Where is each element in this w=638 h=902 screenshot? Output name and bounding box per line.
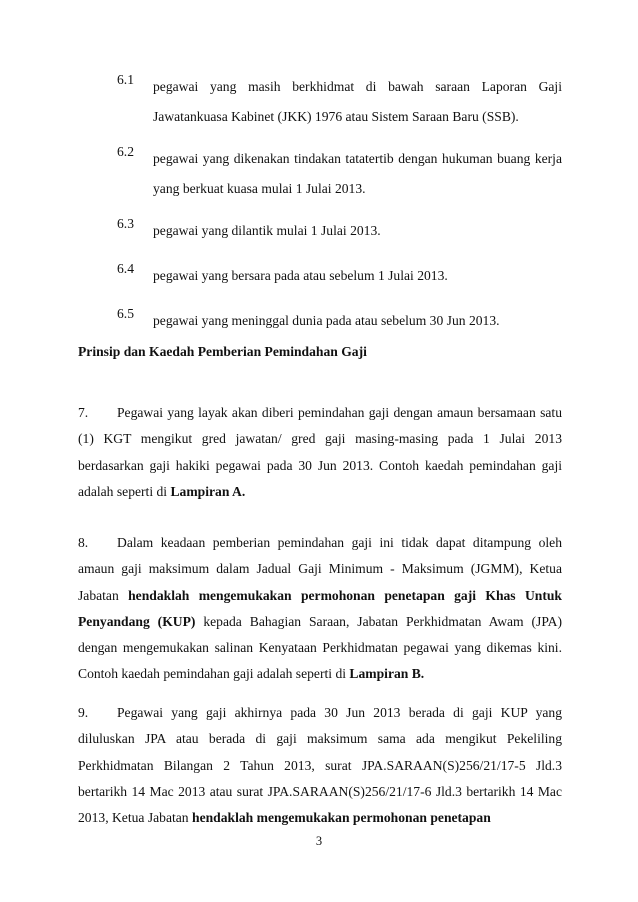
paragraph-text: Pegawai yang gaji akhirnya pada 30 Jun 2013 berada di gaji KUP yang diluluskan JPA atau berada di gaji maksimum sama ada mengikut Pekeliling Perkhidmatan Bilangan 2 Tahun 2013, surat JPA.SARAAN(S)256/21/17-5 Jld.3 bertarikh 14 Mac 2013 atau surat JPA.SARAAN(S)256/21/17-6 Jld.3 bertarikh 14 Mac 2013, Ketua Jabatan: [78, 705, 562, 826]
item-text: pegawai yang bersara pada atau sebelum 1 Julai 2013.: [153, 268, 448, 283]
list-item-6-4: [117, 261, 562, 291]
bold-instruction: hendaklah mengemukakan permohonan penetapan: [192, 810, 491, 826]
list-item-6-1: [117, 72, 562, 132]
paragraph-text-continued: kepada Bahagian Saraan, Jabatan Perkhidmatan Awam (JPA) dengan mengemukakan salinan Kenyataan Perkhidmatan pegawai yang dikemas kini. Contoh kaedah pemindahan gaji adalah seperti di: [78, 613, 562, 682]
item-number: 6.2: [117, 144, 134, 159]
item-number: 6.3: [117, 216, 134, 231]
item-text: pegawai yang masih berkhidmat di bawah saraan Laporan Gaji Jawatankuasa Kabinet (JKK) 1976 atau Sistem Saraan Baru (SSB).: [153, 79, 562, 124]
item-number: 6.4: [117, 261, 134, 276]
paragraph-number: 8.: [78, 535, 89, 550]
item-text: pegawai yang dikenakan tindakan tatatertib dengan hukuman buang kerja yang berkuat kuasa mulai 1 Julai 2013.: [153, 151, 562, 196]
list-item-6-5: [117, 306, 562, 336]
paragraph-8: [78, 530, 562, 688]
section-heading: Prinsip dan Kaedah Pemberian Pemindahan Gaji: [78, 344, 367, 359]
bold-instruction: hendaklah mengemukakan permohonan penetapan gaji Khas Untuk Penyandang (KUP): [78, 587, 562, 629]
paragraph-number: 9.: [78, 705, 89, 720]
item-number: 6.5: [117, 306, 134, 321]
paragraph-text: Pegawai yang layak akan diberi pemindahan gaji dengan amaun bersamaan satu (1) KGT mengikut gred jawatan/ gred gaji masing-masing pada 1 Julai 2013 berdasarkan gaji hakiki pegawai pada 30 Jun 2013. Contoh kaedah pemindahan gaji adalah seperti di: [78, 405, 562, 499]
list-item-6-3: [117, 216, 562, 246]
page-number: 3: [315, 834, 323, 848]
item-number: 6.1: [117, 72, 134, 87]
appendix-reference: Lampiran B.: [349, 666, 425, 682]
paragraph-text: Dalam keadaan pemberian pemindahan gaji ini tidak dapat ditampung oleh amaun gaji maksimum dalam Jadual Gaji Minimum - Maksimum (JGMM), Ketua Jabatan: [78, 535, 562, 603]
item-text: pegawai yang meninggal dunia pada atau sebelum 30 Jun 2013.: [153, 313, 500, 328]
list-item-6-2: [117, 144, 562, 204]
paragraph-number: 7.: [78, 405, 89, 420]
item-text: pegawai yang dilantik mulai 1 Julai 2013.: [153, 223, 381, 238]
paragraph-7: [78, 400, 562, 505]
appendix-reference: Lampiran A.: [170, 483, 246, 499]
paragraph-9: [78, 700, 562, 831]
